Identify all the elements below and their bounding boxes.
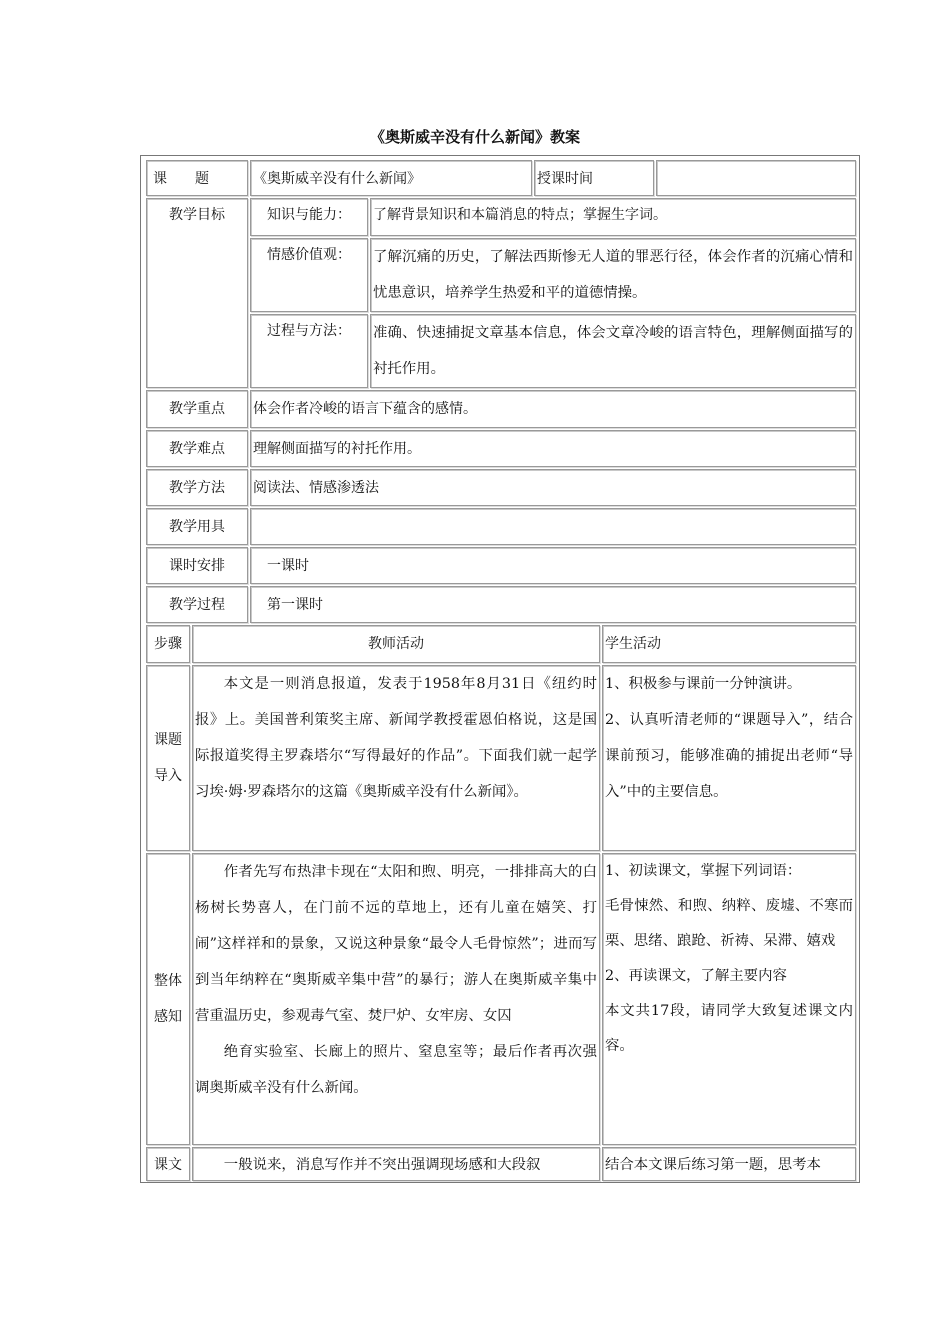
step-label-line: 整体 — [154, 973, 182, 989]
objective-knowledge-text: 了解背景知识和本篇消息的特点；掌握生字词。 — [370, 198, 856, 236]
lesson-time-label: 授课时间 — [534, 160, 654, 196]
student-activity-cell — [602, 853, 856, 1145]
key-point-label: 教学重点 — [146, 390, 248, 428]
student-item: 2、再读课文，了解主要内容 — [605, 968, 787, 984]
topic-value: 《奥斯威辛没有什么新闻》 — [250, 160, 532, 196]
objective-knowledge-label: 知识与能力： — [250, 198, 368, 236]
step-label-line: 课题 — [154, 732, 182, 748]
student-item: 本文共17段，请同学大致复述课文内容。 — [605, 1003, 853, 1054]
student-item: 2、认真听清老师的“课题导入”，结合课前预习，能够准确的捕捉出老师“导入”中的主要信息。 — [605, 712, 853, 800]
student-item: 1、积极参与课前一分钟演讲。 — [605, 676, 802, 692]
teacher-activity-cell — [192, 665, 600, 851]
student-activity-cell — [602, 665, 856, 851]
method-label: 教学方法 — [146, 469, 248, 506]
step-cell — [146, 853, 190, 1145]
schedule-label: 课时安排 — [146, 547, 248, 584]
step-header: 步骤 — [146, 625, 190, 663]
method-text: 阅读法、情感渗透法 — [250, 469, 856, 506]
step-label-line: 导入 — [154, 768, 182, 784]
teacher-activity-cell — [192, 853, 600, 1145]
teacher-paragraph: 一般说来，消息写作并不突出强调现场感和大段叙 — [223, 1157, 541, 1173]
student-activity-cell — [602, 1147, 856, 1181]
teacher-paragraph: 绝育实验室、长廊上的照片、窒息室等；最后作者再次强调奥斯威辛没有什么新闻。 — [195, 1044, 597, 1096]
tools-text — [250, 508, 856, 545]
objective-process-text: 准确、快速捕捉文章基本信息，体会文章冷峻的语言特色，理解侧面描写的衬托作用。 — [370, 314, 856, 388]
objective-emotion-text: 了解沉痛的历史，了解法西斯惨无人道的罪恶行径，体会作者的沉痛心情和忧患意识，培养学生热爱和平的道德情操。 — [370, 238, 856, 312]
student-activity-header: 学生活动 — [602, 625, 856, 663]
teacher-paragraph: 本文是一则消息报道，发表于1958年8月31日《纽约时报》上。美国普利策奖主席、新闻学教授霍恩伯格说，这是国际报道奖得主罗森塔尔“写得最好的作品”。下面我们就一起学习埃·姆·罗森塔尔的这篇《奥斯威辛没有什么新闻》。 — [195, 676, 597, 800]
teacher-activity-header: 教师活动 — [192, 625, 600, 663]
topic-label: 课 题 — [146, 160, 248, 196]
objective-emotion-label: 情感价值观： — [250, 238, 368, 312]
objective-process-label: 过程与方法： — [250, 314, 368, 388]
process-text: 第一课时 — [250, 586, 856, 623]
difficulty-text: 理解侧面描写的衬托作用。 — [250, 430, 856, 467]
step-label-line: 感知 — [154, 1009, 182, 1025]
lesson-time-value — [656, 160, 856, 196]
teacher-paragraph: 作者先写布热津卡现在“太阳和煦、明亮，一排排高大的白杨树长势喜人，在门前不远的草地上，还有儿童在嬉笑、打闹”这样祥和的景象，又说这种景象“最令人毛骨惊然”；进而写到当年纳粹在“奥斯威辛集中营”的暴行；游人在奥斯威辛集中营重温历史，参观毒气室、焚尸炉、女牢房、女囚 — [195, 864, 597, 1024]
document-title: 《奥斯威辛没有什么新闻》教案 — [369, 128, 580, 146]
step-label-line: 课文 — [154, 1157, 182, 1173]
key-point-text: 体会作者冷峻的语言下蕴含的感情。 — [250, 390, 856, 428]
schedule-text: 一课时 — [250, 547, 856, 584]
step-cell — [146, 1147, 190, 1181]
step-cell — [146, 665, 190, 851]
student-item: 毛骨悚然、和煦、纳粹、废墟、不寒而栗、思绪、踉跄、祈祷、呆滞、嬉戏 — [605, 898, 853, 949]
student-item: 结合本文课后练习第一题，思考本 — [605, 1157, 821, 1173]
teacher-activity-cell — [192, 1147, 600, 1181]
difficulty-label: 教学难点 — [146, 430, 248, 467]
process-label: 教学过程 — [146, 586, 248, 623]
student-item: 1、初读课文，掌握下列词语： — [605, 863, 802, 879]
objectives-label: 教学目标 — [146, 198, 248, 388]
tools-label: 教学用具 — [146, 508, 248, 545]
